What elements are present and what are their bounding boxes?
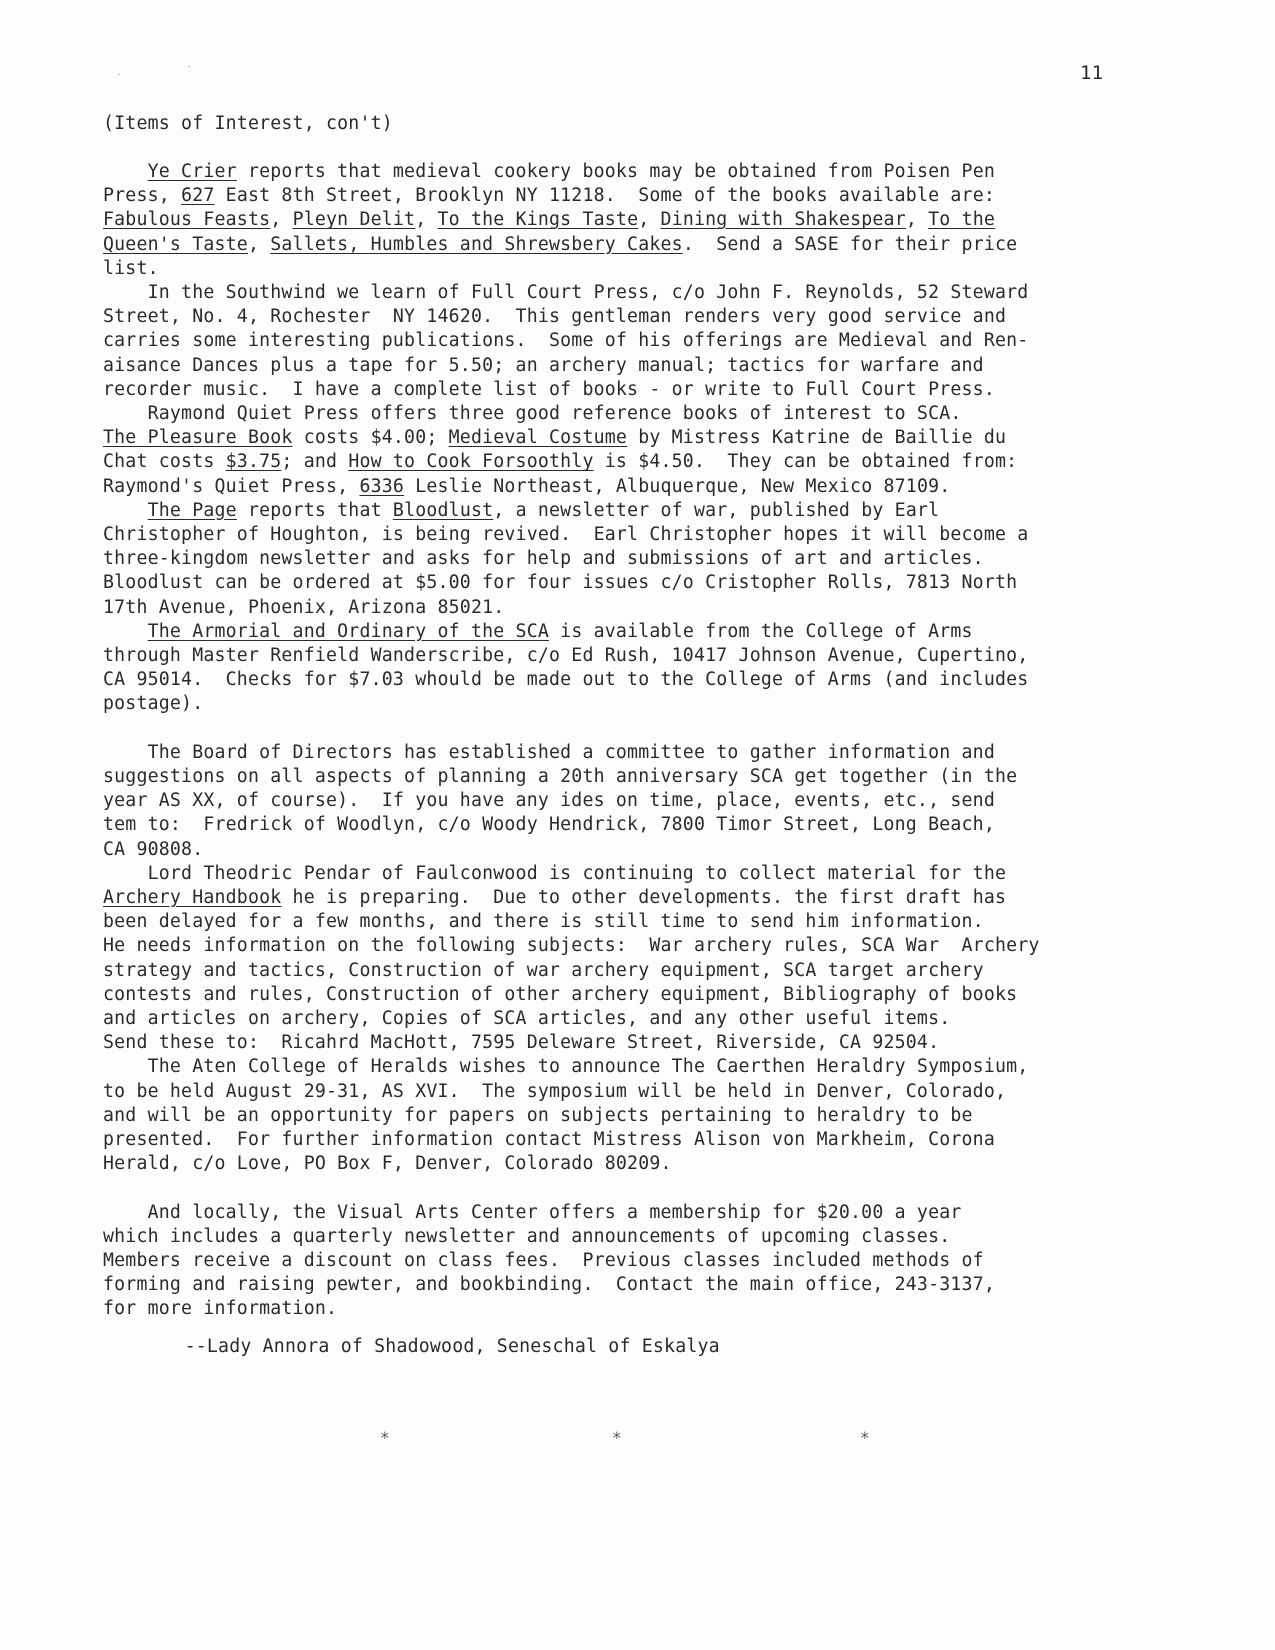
underlined-title: 6336 xyxy=(359,475,405,497)
underlined-title: Ye Crier xyxy=(147,161,237,182)
underlined-title: 627 xyxy=(181,185,215,207)
text-run: reports that medieval cookery books may be obtained from Poisen Pen xyxy=(236,161,995,182)
text-line xyxy=(103,1297,337,1321)
text-line xyxy=(103,983,1017,1007)
text-run: strategy and tactics, Construction of war archery equipment, SCA target archery xyxy=(103,959,984,981)
text-run: Raymond's Quiet Press, xyxy=(103,475,360,497)
text-run: list. xyxy=(103,257,159,279)
text-run: Leslie Northeast, Albuquerque, New Mexico 87109. xyxy=(404,475,951,497)
text-line xyxy=(103,813,995,837)
text-run: suggestions on all aspects of planning a 20th anniversary SCA get together (in the xyxy=(103,766,1018,787)
underlined-title: Dining with Shakespear xyxy=(660,209,906,231)
underlined-title: $3.75 xyxy=(225,451,282,473)
underlined-title: Bloodlust xyxy=(392,499,494,521)
text-line xyxy=(103,426,1006,450)
text-line xyxy=(103,789,995,813)
text-run: The Aten College of Heralds wishes to announce The Caerthen Heraldry Symposium, xyxy=(103,1056,1029,1078)
text-run: he is preparing. Due to other developments. the first draft has xyxy=(281,887,1007,908)
text-run xyxy=(103,621,148,642)
text-line xyxy=(103,208,995,232)
text-run: to be held August 29-31, AS XVI. The symposium will be held in Denver, Colorado, xyxy=(103,1080,1007,1102)
text-line xyxy=(103,741,995,765)
text-line xyxy=(103,934,1040,958)
text-line xyxy=(103,1055,1028,1079)
text-run: In the Southwind we learn of Full Court Press, c/o John F. Reynolds, 52 Steward xyxy=(103,282,1029,303)
text-run: CA 90808. xyxy=(103,838,204,860)
text-line xyxy=(103,1031,939,1055)
text-run: . Send a SASE for their price xyxy=(682,233,1018,255)
text-line xyxy=(103,1152,672,1176)
paper-speck xyxy=(118,74,120,75)
text-line xyxy=(103,620,973,644)
text-run: reports that xyxy=(236,499,393,521)
text-line xyxy=(103,1249,984,1273)
underlined-title: The Page xyxy=(147,499,237,521)
text-line xyxy=(103,1007,950,1031)
text-line xyxy=(103,1128,995,1152)
text-line xyxy=(103,450,1017,474)
text-run: Chat costs xyxy=(103,451,226,473)
text-run: and will be an opportunity for papers on subjects pertaining to heraldry to be xyxy=(103,1104,973,1126)
paper-speck xyxy=(188,66,190,67)
text-line xyxy=(103,281,1028,305)
text-line xyxy=(103,838,203,862)
text-line xyxy=(103,329,1028,353)
text-line xyxy=(103,160,995,184)
text-run: by Mistress Katrine de Baillie du xyxy=(627,427,1007,449)
text-run: He needs information on the following subjects: War archery rules, SCA War Archery xyxy=(103,935,1040,957)
text-line xyxy=(103,257,159,281)
text-run: presented. For further information contact Mistress Alison von Markheim, Corona xyxy=(103,1129,995,1150)
text-line xyxy=(103,959,984,983)
underlined-title: Pleyn Delit xyxy=(292,209,416,231)
text-run: is available from the College of Arms xyxy=(549,620,973,642)
underlined-title: How to Cook Forsoothly xyxy=(348,451,594,473)
text-run: through Master Renfield Wanderscribe, c/o Ed Rush, 10417 Johnson Avenue, Cupertino, xyxy=(103,645,1029,666)
text-line xyxy=(103,1201,962,1225)
text-line xyxy=(103,668,1028,692)
text-run: forming and raising pewter, and bookbinding. Contact the main office, 243-3137, xyxy=(103,1274,995,1296)
text-run: for more information. xyxy=(103,1298,338,1320)
text-line xyxy=(103,596,504,620)
text-run: Send these to: Ricahrd MacHott, 7595 Deleware Street, Riverside, CA 92504. xyxy=(103,1032,940,1054)
text-run: and articles on archery, Copies of SCA articles, and any other useful items. xyxy=(103,1008,951,1029)
underlined-title: Queen's Taste xyxy=(103,233,248,255)
text-line xyxy=(103,1104,973,1128)
text-run: ; and xyxy=(281,451,349,473)
text-run: is $4.50. They can be obtained from: xyxy=(593,451,1018,473)
text-run: aisance Dances plus a tape for 5.50; an archery manual; tactics for warfare and xyxy=(103,354,984,376)
separator-asterisk: * xyxy=(380,1428,390,1447)
text-run: Lord Theodric Pendar of Faulconwood is continuing to collect material for the xyxy=(103,862,1007,884)
signature-line: --Lady Annora of Shadowood, Seneschal of Eskalya xyxy=(140,1336,720,1357)
text-run: , xyxy=(638,209,661,231)
text-run: which includes a quarterly newsletter and announcements of upcoming classes. xyxy=(103,1225,951,1247)
text-line xyxy=(103,547,984,571)
text-run: year AS XX, of course). If you have any ides on time, place, events, etc., send xyxy=(103,790,995,812)
text-line xyxy=(103,1225,950,1249)
underlined-title: The Armorial and Ordinary of the SCA xyxy=(147,620,550,642)
text-line xyxy=(103,765,1017,789)
text-line xyxy=(103,644,1028,668)
text-run: Members receive a discount on class fees. Previous classes included methods of xyxy=(103,1250,984,1271)
text-run: The Board of Directors has established a committee to gather information and xyxy=(103,741,995,763)
text-line xyxy=(103,378,995,402)
text-line xyxy=(103,475,950,499)
text-run: , xyxy=(247,233,271,255)
text-run: costs $4.00; xyxy=(292,427,449,449)
text-run: been delayed for a few months, and there is still time to send him information. xyxy=(103,911,984,933)
text-line xyxy=(103,571,1017,595)
text-run: Raymond Quiet Press offers three good reference books of interest to SCA. xyxy=(103,403,962,424)
page-number: 11 xyxy=(1080,62,1104,84)
text-line xyxy=(103,184,995,208)
text-run: carries some interesting publications. Some of his offerings are Medieval and Ren- xyxy=(103,330,1029,352)
text-line xyxy=(103,402,962,426)
text-run xyxy=(103,161,148,182)
text-run: , xyxy=(270,209,293,231)
text-run: CA 95014. Checks for $7.03 whould be made out to the College of Arms (and includes xyxy=(103,669,1029,691)
text-line xyxy=(103,910,984,934)
text-line xyxy=(103,862,1006,886)
text-run: Street, No. 4, Rochester NY 14620. This gentleman renders very good service and xyxy=(103,306,1007,328)
text-run: postage). xyxy=(103,693,204,715)
text-run: And locally, the Visual Arts Center offers a membership for $20.00 a year xyxy=(103,1201,962,1223)
text-line xyxy=(103,1080,1006,1104)
text-run: , a newsletter of war, published by Earl xyxy=(493,499,940,521)
text-line xyxy=(103,499,939,523)
text-run: East 8th Street, Brooklyn NY 11218. Some of the books available are: xyxy=(214,185,996,207)
separator-asterisk: * xyxy=(860,1428,870,1447)
text-run: Christopher of Houghton, is being revived. Earl Christopher hopes it will become a xyxy=(103,524,1029,545)
text-line xyxy=(103,1273,995,1297)
text-run: Herald, c/o Love, PO Box F, Denver, Colorado 80209. xyxy=(103,1153,672,1175)
text-run: recorder music. I have a complete list of books - or write to Full Court Press. xyxy=(103,378,995,400)
text-line xyxy=(103,354,984,378)
text-run: Bloodlust can be ordered at $5.00 for four issues c/o Cristopher Rolls, 7813 North xyxy=(103,572,1018,594)
separator-asterisk: * xyxy=(612,1428,622,1447)
text-run: three-kingdom newsletter and asks for help and submissions of art and articles. xyxy=(103,548,984,570)
underlined-title: Fabulous Feasts xyxy=(103,209,271,231)
underlined-title: The Pleasure Book xyxy=(103,427,293,449)
text-run: Press, xyxy=(103,185,182,207)
underlined-title: Medieval Costume xyxy=(448,427,628,449)
underlined-title: Archery Handbook xyxy=(103,887,282,908)
text-run: contests and rules, Construction of other archery equipment, Bibliography of books xyxy=(103,983,1018,1005)
text-line xyxy=(103,233,1017,257)
text-run: , xyxy=(415,209,438,231)
text-run: 17th Avenue, Phoenix, Arizona 85021. xyxy=(103,596,505,618)
text-line xyxy=(103,692,203,716)
text-line xyxy=(103,305,1006,329)
text-run xyxy=(103,500,148,521)
section-heading: (Items of Interest, con't) xyxy=(103,113,393,134)
text-line xyxy=(103,523,1028,547)
underlined-title: Sallets, Humbles and Shrewsbery Cakes xyxy=(270,233,683,255)
text-line xyxy=(103,886,1006,910)
text-run: tem to: Fredrick of Woodlyn, c/o Woody Hendrick, 7800 Timor Street, Long Beach, xyxy=(103,814,995,836)
underlined-title: To the Kings Taste xyxy=(437,209,639,231)
text-run: , xyxy=(905,209,929,231)
underlined-title: To the xyxy=(928,209,996,231)
